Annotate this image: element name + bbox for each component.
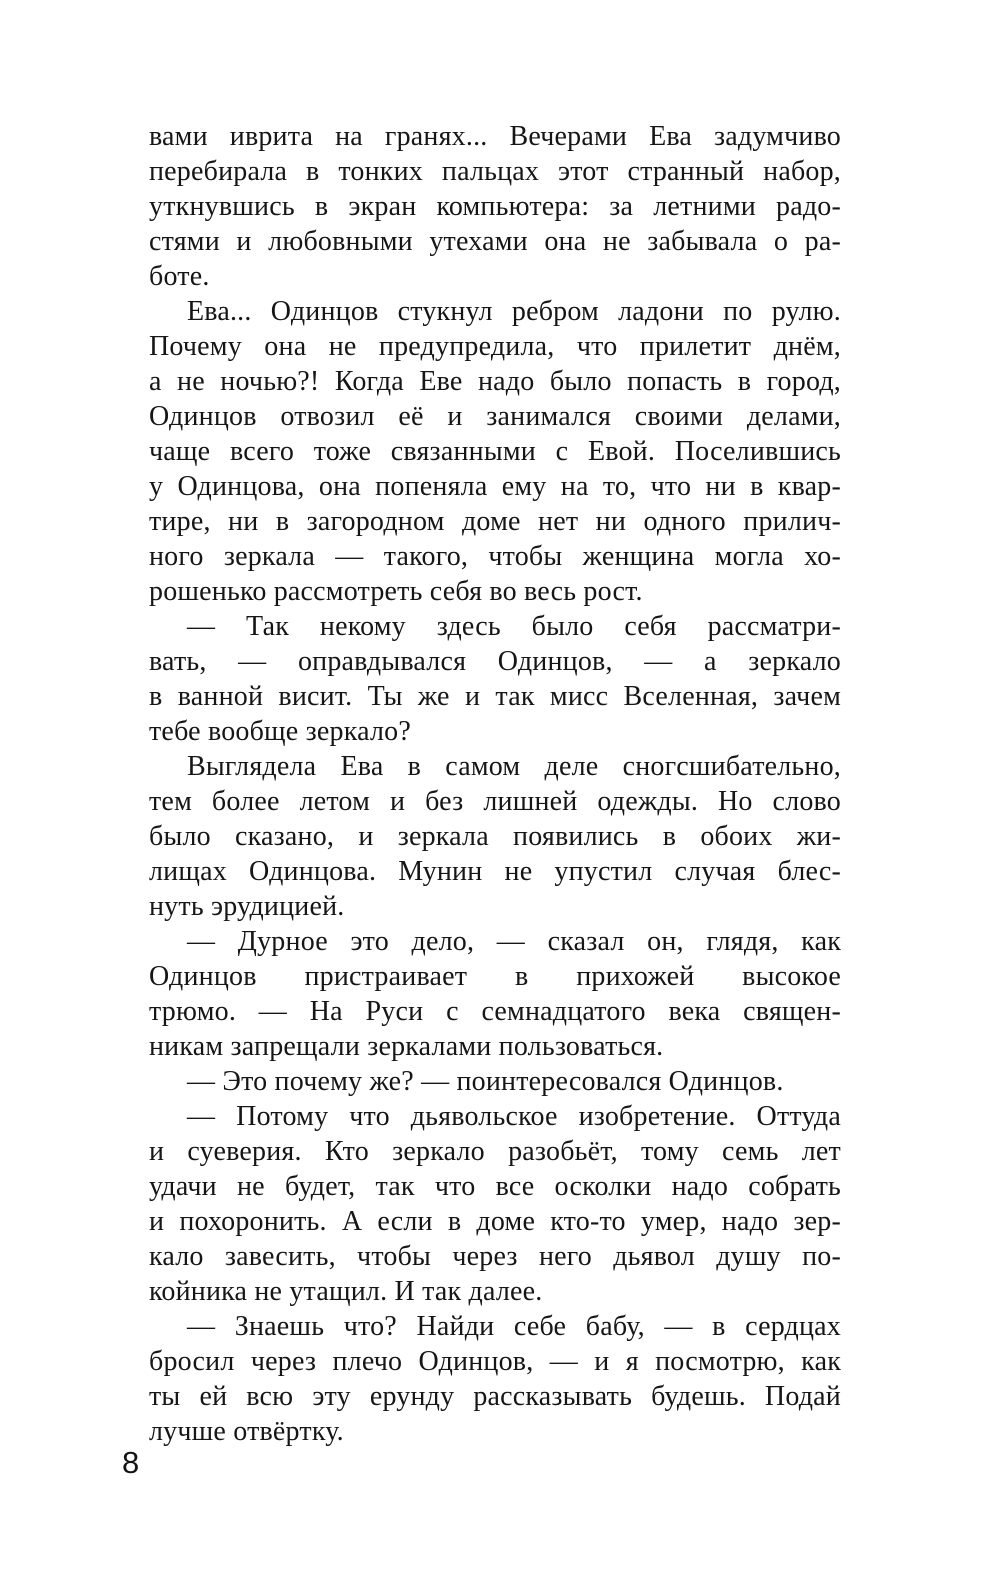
text-line: лищах Одинцова. Мунин не упустил случая блес- (149, 856, 841, 887)
text-line: лучше отвёртку. (149, 1416, 344, 1447)
paragraph (149, 749, 841, 924)
text-line: а не ночью?! Когда Еве надо было попасть в город, (149, 366, 841, 397)
text-line: — Дурное это дело, — сказал он, глядя, как (187, 926, 841, 957)
text-line: у Одинцова, она попеняла ему на то, что ни в квар- (149, 471, 841, 502)
text-line: бросил через плечо Одинцов, — и я посмотрю, как (149, 1346, 841, 1377)
page-number: 8 (122, 1445, 140, 1480)
text-line: стями и любовными утехами она не забывала о ра- (149, 226, 841, 257)
text-line: вами иврита на гранях... Вечерами Ева задумчиво (149, 121, 841, 152)
text-line: — Знаешь что? Найди себе бабу, — в сердцах (187, 1311, 841, 1342)
text-line: — Это почему же? — поинтересовался Одинцов. (187, 1066, 784, 1097)
paragraph (149, 924, 841, 1064)
text-line: трюмо. — На Руси с семнадцатого века священ- (149, 996, 841, 1027)
text-line: Одинцов пристраивает в прихожей высокое (149, 961, 841, 992)
paragraph (149, 1309, 841, 1449)
paragraph (149, 119, 841, 294)
text-line: кало завесить, чтобы через него дьявол душу по- (149, 1241, 841, 1272)
text-line: было сказано, и зеркала появились в обоих жи- (149, 821, 841, 852)
text-line: ты ей всю эту ерунду рассказывать будешь. Подай (149, 1381, 841, 1412)
text-line: удачи не будет, так что все осколки надо собрать (149, 1171, 841, 1202)
text-line: в ванной висит. Ты же и так мисс Вселенная, зачем (149, 681, 841, 712)
text-line: тебе вообще зеркало? (149, 716, 411, 747)
text-line: боте. (149, 261, 210, 292)
text-line: никам запрещали зеркалами пользоваться. (149, 1031, 664, 1062)
text-line: Одинцов отвозил её и занимался своими делами, (149, 401, 841, 432)
text-line: Выглядела Ева в самом деле сногсшибательно, (187, 751, 841, 782)
text-line: Ева... Одинцов стукнул ребром ладони по рулю. (187, 296, 841, 327)
text-line: нуть эрудицией. (149, 891, 345, 922)
text-line: — Так некому здесь было себя рассматри- (187, 611, 841, 642)
text-line: рошенько рассмотреть себя во весь рост. (149, 576, 643, 607)
text-line: и похоронить. А если в доме кто-то умер, надо зер- (149, 1206, 841, 1237)
text-line: тире, ни в загородном доме нет ни одного прилич- (149, 506, 841, 537)
text-line: Почему она не предупредила, что прилетит днём, (149, 331, 841, 362)
text-line: перебирала в тонких пальцах этот странный набор, (149, 156, 841, 187)
text-line: уткнувшись в экран компьютера: за летними радо- (149, 191, 841, 222)
paragraph (149, 294, 841, 609)
text-line: тем более летом и без лишней одежды. Но слово (149, 786, 841, 817)
paragraph (149, 1099, 841, 1309)
text-line: и суеверия. Кто зеркало разобьёт, тому семь лет (149, 1136, 841, 1167)
text-line: чаще всего тоже связанными с Евой. Поселившись (149, 436, 841, 467)
text-line: ного зеркала — такого, чтобы женщина могла хо- (149, 541, 841, 572)
text-line: койника не утащил. И так далее. (149, 1276, 543, 1307)
page-text (149, 119, 841, 1449)
paragraph (149, 1064, 841, 1099)
text-line: — Потому что дьявольское изобретение. Оттуда (187, 1101, 841, 1132)
text-line: вать, — оправдывался Одинцов, — а зеркало (149, 646, 841, 677)
paragraph (149, 609, 841, 749)
